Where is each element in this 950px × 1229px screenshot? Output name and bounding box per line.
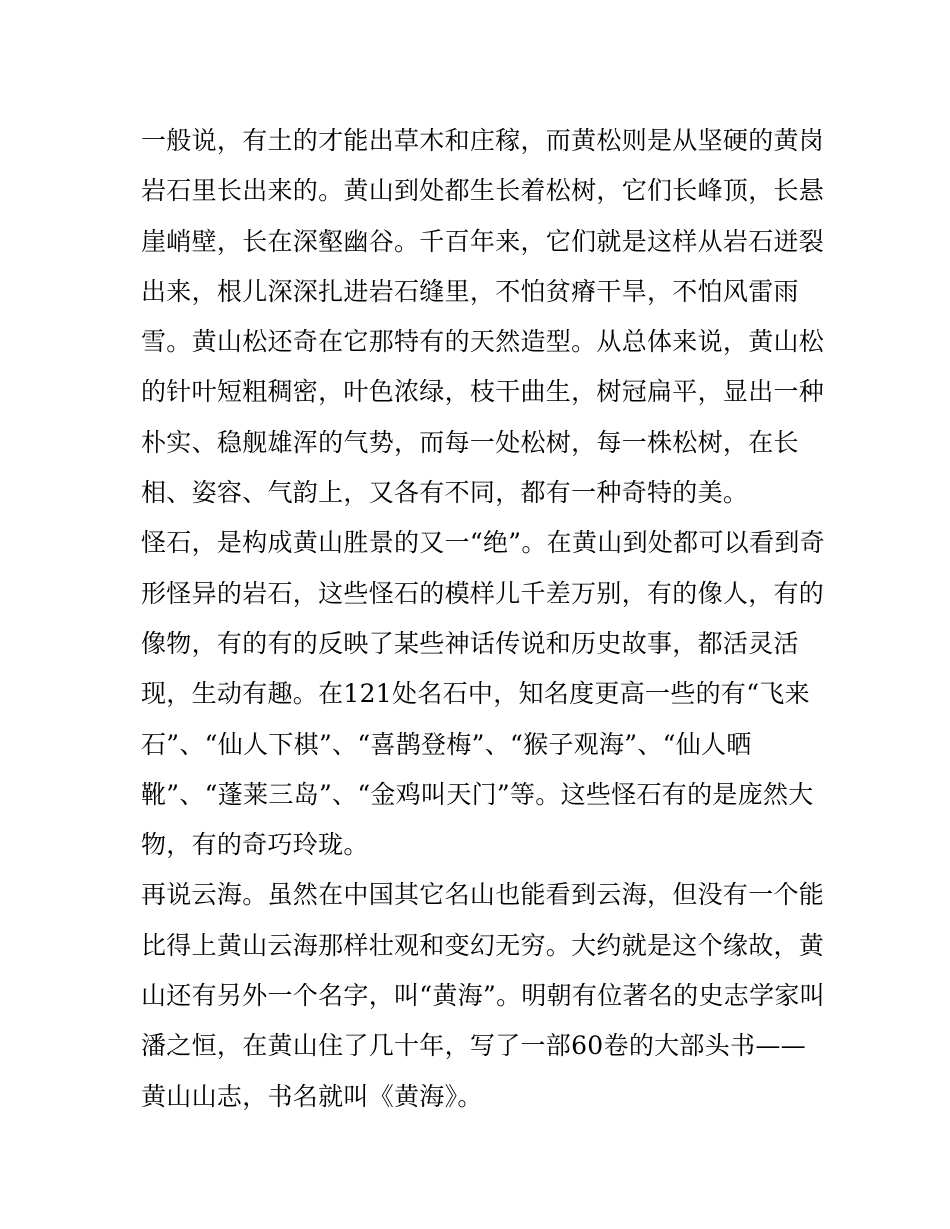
text-line: 物，有的奇巧玲珑。 (141, 830, 369, 860)
text-line: 岩石里长出来的。黄山到处都生长着松树，它们长峰顶，长悬 (141, 176, 825, 206)
text-line: 出来，根儿深深扎进岩石缝里，不怕贫瘠干旱，不怕风雷雨 (141, 276, 799, 306)
paragraph-strange-rocks (141, 518, 825, 870)
text-line: 的针叶短粗稠密，叶色浓绿，枝干曲生，树冠扁平，显出一种 (141, 377, 825, 407)
text-line: 石”、“仙人下棋”、“喜鹊登梅”、“猴子观海”、“仙人晒 (141, 729, 752, 759)
text-line: 朴实、稳舰雄浑的气势，而每一处松树，每一株松树，在长 (141, 427, 799, 457)
text-line: 怪石，是构成黄山胜景的又一“绝”。在黄山到处都可以看到奇 (141, 528, 825, 558)
text-line: 比得上黄山云海那样壮观和变幻无穷。大约就是这个缘故，黄 (141, 930, 825, 960)
text-line: 黄山山志，书名就叫《黄海》。 (141, 1081, 483, 1111)
text-line: 像物，有的有的反映了某些神话传说和历史故事，都活灵活 (141, 628, 799, 658)
paragraph-pine-trees (141, 116, 825, 518)
text-line: 潘之恒，在黄山住了几十年，写了一部60卷的大部头书—— (141, 1031, 806, 1061)
text-line: 雪。黄山松还奇在它那特有的天然造型。从总体来说，黄山松 (141, 327, 825, 357)
text-line: 崖峭壁，长在深壑幽谷。千百年来，它们就是这样从岩石迸裂 (141, 226, 825, 256)
text-line: 现，生动有趣。在121处名石中，知名度更高一些的有“飞来 (141, 679, 810, 709)
text-line: 一般说，有土的才能出草木和庄稼，而黄松则是从坚硬的黄岗 (141, 126, 825, 155)
text-line: 山还有另外一个名字，叫“黄海”。明朝有位著名的史志学家叫 (141, 981, 825, 1011)
text-line: 靴”、“蓬莱三岛”、“金鸡叫天门”等。这些怪石有的是庞然大 (141, 779, 814, 809)
body-text (141, 116, 825, 1122)
text-line: 再说云海。虽然在中国其它名山也能看到云海，但没有一个能 (141, 880, 825, 910)
text-line: 形怪异的岩石，这些怪石的模样儿千差万别，有的像人，有的 (141, 578, 825, 608)
paragraph-sea-of-clouds (141, 870, 825, 1121)
text-line: 相、姿容、气韵上，又各有不同，都有一种奇特的美。 (141, 478, 749, 508)
